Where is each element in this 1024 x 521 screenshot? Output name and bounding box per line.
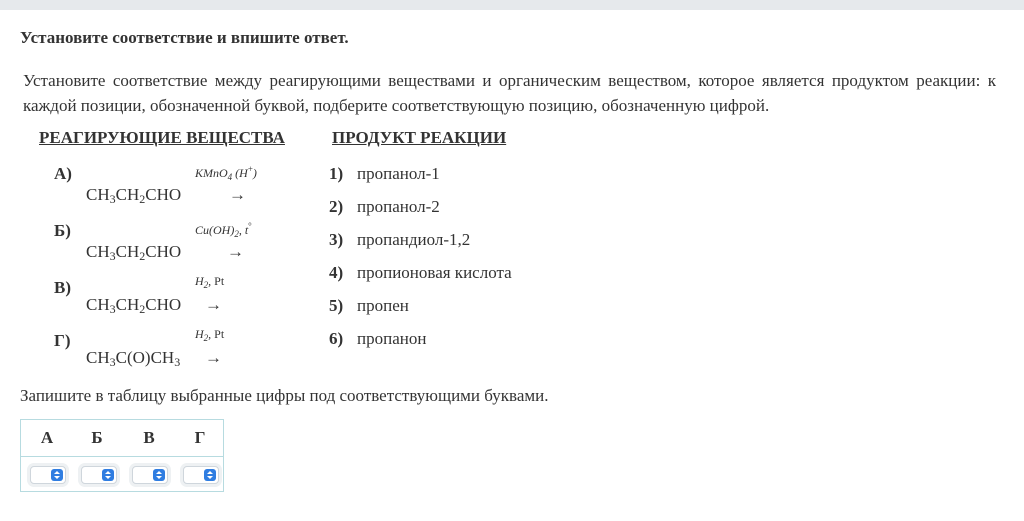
reaction-formula: $CH_3CH_2CHO$ xyxy=(86,295,182,316)
answer-header-g: Г xyxy=(194,428,206,447)
reaction-formula: $CH_3CH_2CHO$ xyxy=(86,185,182,206)
answer-select-g[interactable] xyxy=(183,466,219,484)
reaction-arrow: → xyxy=(205,348,222,367)
product-name: пропанон xyxy=(357,329,427,348)
product-name: пропандиол-1,2 xyxy=(357,230,471,249)
select-chevron-icon xyxy=(204,469,216,481)
reaction-arrow: → xyxy=(227,242,244,261)
reaction-condition: $Cu(OH)_2$, t° xyxy=(195,221,252,239)
reaction-arrow: → xyxy=(205,295,222,314)
product-name: пропен xyxy=(357,296,409,315)
instruction-text: Запишите в таблицу выбранные цифры под соответствующими буквами. xyxy=(20,386,549,405)
product-number: 2) xyxy=(329,197,344,216)
answer-header-v: В xyxy=(143,428,155,447)
reaction-letter: В) xyxy=(54,278,71,297)
reaction-letter: Г) xyxy=(54,331,71,350)
answer-header-a: А xyxy=(40,428,54,447)
product-number: 4) xyxy=(329,263,344,282)
product-number: 6) xyxy=(329,329,344,348)
reaction-arrow: → xyxy=(229,185,246,204)
products-header: ПРОДУКТ РЕАКЦИИ xyxy=(332,128,507,147)
reaction-condition: KMnO$_4$ (H+) xyxy=(195,164,257,182)
reaction-condition: $H_2$, Pt xyxy=(195,274,225,290)
product-number: 1) xyxy=(329,164,344,183)
answer-select-b[interactable] xyxy=(81,466,117,484)
top-band xyxy=(0,0,1024,10)
reaction-formula: $CH_3C(O)CH_3$ xyxy=(86,348,181,369)
task-text: Установите соответствие между реагирующими веществами и органическим веществом, которое является продуктом реакции: к каждой позиции, обозначенной буквой, подберите соответствующую позицию, обозначенную цифрой. xyxy=(23,71,996,115)
reaction-letter: Б) xyxy=(54,221,71,240)
product-number: 5) xyxy=(329,296,344,315)
product-name: пропанол-2 xyxy=(357,197,440,216)
product-name: пропанол-1 xyxy=(357,164,440,183)
select-chevron-icon xyxy=(153,469,165,481)
reaction-letter: А) xyxy=(54,164,72,183)
select-chevron-icon xyxy=(102,469,114,481)
answer-header-b: Б xyxy=(91,428,103,447)
reaction-condition: $H_2$, Pt xyxy=(195,327,225,343)
reaction-formula: $CH_3CH_2CHO$ xyxy=(86,242,182,263)
answer-table xyxy=(20,419,224,492)
answer-table-header xyxy=(21,420,223,457)
product-name: пропионовая кислота xyxy=(357,263,512,282)
product-number: 3) xyxy=(329,230,344,249)
task-heading: Установите соответствие и впишите ответ. xyxy=(20,28,349,47)
reactants-header: РЕАГИРУЮЩИЕ ВЕЩЕСТВА xyxy=(39,128,285,147)
answer-select-v[interactable] xyxy=(132,466,168,484)
select-chevron-icon xyxy=(51,469,63,481)
answer-select-a[interactable] xyxy=(30,466,66,484)
